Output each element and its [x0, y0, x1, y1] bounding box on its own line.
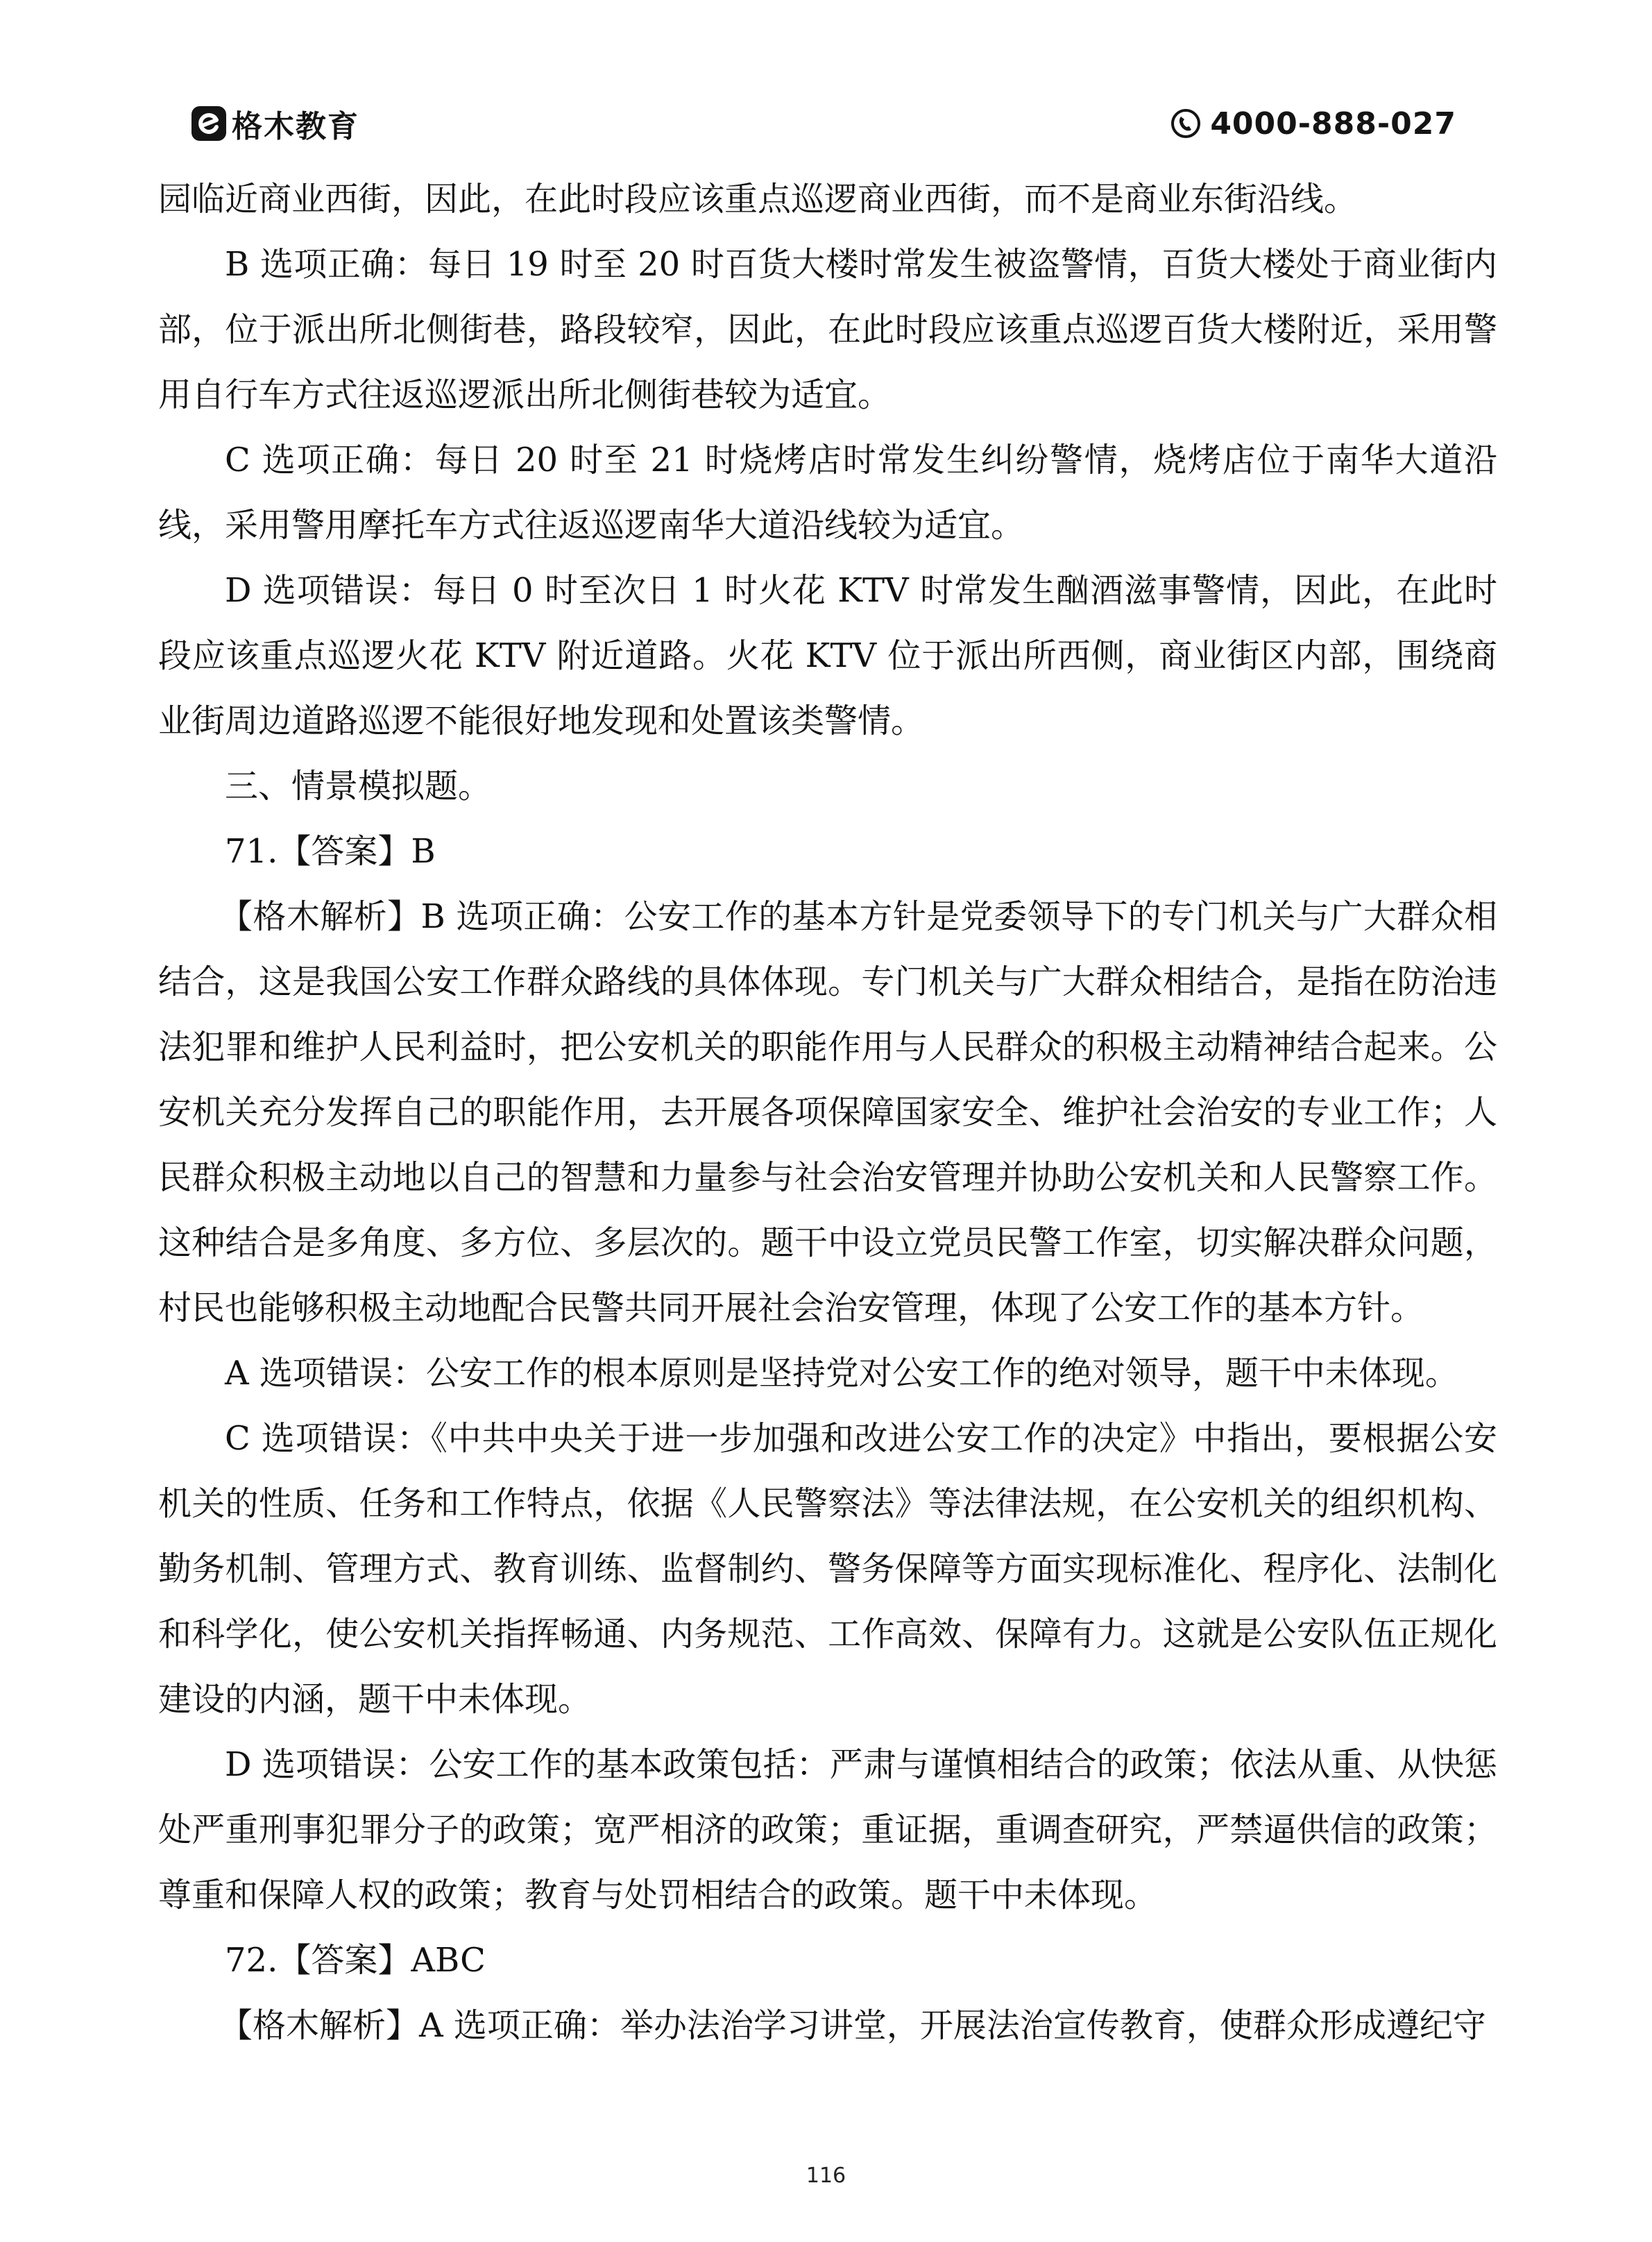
paragraph-option-c: C 选项正确：每日 20 时至 21 时烧烤店时常发生纠纷警情，烧烤店位于南华大道沿线，采用警用摩托车方式往返巡逻南华大道沿线较为适宜。 [158, 441, 1497, 545]
page-header [0, 0, 1652, 144]
answer-72: 72.【答案】ABC [225, 1941, 486, 1980]
document-body [158, 167, 1497, 2058]
section-heading: 三、情景模拟题。 [225, 767, 492, 806]
phone-icon [1168, 106, 1203, 141]
brand-name: 格木教育 [232, 109, 359, 144]
paragraph-option-d: D 选项错误：每日 0 时至次日 1 时火花 KTV 时常发生酗酒滋事警情，因此，在此时段应该重点巡逻火花 KTV 附近道路。火花 KTV 位于派出所西侧，商业街区内部，围绕商业街周边道路巡逻不能很好地发现和处置该类警情。 [158, 571, 1497, 740]
answer-71: 71.【答案】B [225, 832, 436, 871]
analysis-71-option-a: A 选项错误：公安工作的根本原则是坚持党对公安工作的绝对领导，题干中未体现。 [225, 1354, 1458, 1393]
page-number: 116 [806, 2164, 846, 2188]
analysis-71-option-d: D 选项错误：公安工作的基本政策包括：严肃与谨慎相结合的政策；依法从重、从快惩处严重刑事犯罪分子的政策；宽严相济的政策；重证据，重调查研究，严禁逼供信的政策；尊重和保障人权的政策；教育与处罚相结合的政策。题干中未体现。 [158, 1745, 1497, 1914]
analysis-72: 【格木解析】A 选项正确：举办法治学习讲堂，开展法治宣传教育，使群众形成遵纪守 [219, 2006, 1486, 2045]
brand-logo [191, 101, 359, 146]
hotline-number: 4000-888-027 [1210, 105, 1456, 142]
paragraph-continuation: 园临近商业西街，因此，在此时段应该重点巡逻商业西街，而不是商业东街沿线。 [158, 180, 1358, 219]
analysis-71: 【格木解析】B 选项正确：公安工作的基本方针是党委领导下的专门机关与广大群众相结合，这是我国公安工作群众路线的具体体现。专门机关与广大群众相结合，是指在防治违法犯罪和维护人民利益时，把公安机关的职能作用与人民群众的积极主动精神结合起来。公安机关充分发挥自己的职能作用，去开展各项保障国家安全、维护社会治安的专业工作；人民群众积极主动地以自己的智慧和力量参与社会治安管理并协助公安机关和人民警察工作。这种结合是多角度、多方位、多层次的。题干中设立党员民警工作室，切实解决群众问题，村民也能够积极主动地配合民警共同开展社会治安管理，体现了公安工作的基本方针。 [158, 897, 1497, 1327]
paragraph-option-b: B 选项正确：每日 19 时至 20 时百货大楼时常发生被盗警情，百货大楼处于商业街内部，位于派出所北侧街巷，路段较窄，因此，在此时段应该重点巡逻百货大楼附近，采用警用自行车方式往返巡逻派出所北侧街巷较为适宜。 [158, 245, 1497, 414]
logo-e-icon [191, 106, 226, 141]
analysis-71-option-c: C 选项错误：《中共中央关于进一步加强和改进公安工作的决定》中指出，要根据公安机关的性质、任务和工作特点，依据《人民警察法》等法律法规，在公安机关的组织机构、勤务机制、管理方式、教育训练、监督制约、警务保障等方面实现标准化、程序化、法制化和科学化，使公安机关指挥畅通、内务规范、工作高效、保障有力。这就是公安队伍正规化建设的内涵，题干中未体现。 [158, 1419, 1497, 1719]
hotline [1168, 101, 1456, 146]
